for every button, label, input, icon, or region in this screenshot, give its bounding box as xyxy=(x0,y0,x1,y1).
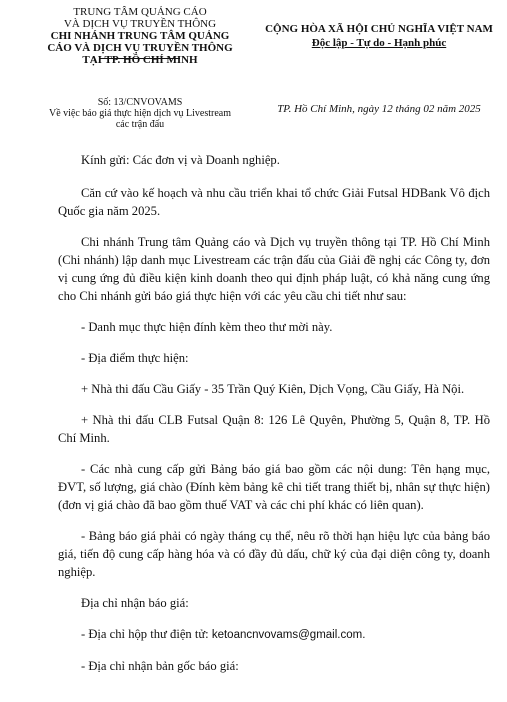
national-motto: Độc lập - Tự do - Hạnh phúc xyxy=(311,37,447,49)
email-line xyxy=(58,625,490,644)
letter-body xyxy=(58,151,490,688)
item-location: - Địa điểm thực hiện: xyxy=(81,351,189,365)
subject-line2: các trận đấu xyxy=(115,119,165,130)
national-header xyxy=(258,22,500,50)
org-name-line1: TRUNG TÂM QUẢNG CÁO xyxy=(73,6,207,18)
item-quote-contents: - Các nhà cung cấp gửi Bảng báo giá bao gồm các nội dung: Tên hạng mục, ĐVT, số lượng, giá chào (Đính kèm bảng kê chi tiết trang thiết bị, nhân sự thực hiện) (đơn vị giá chào đã bao gồm thuế VAT và các chi phí khác có liên quan). xyxy=(58,462,490,512)
item-quote-requirements: - Bảng báo giá phải có ngày tháng cụ thể, nêu rõ thời hạn hiệu lực của bảng báo giá, tiến độ cung cấp hàng hóa và có đầy đủ dấu, chữ ký của đại diện công ty, doanh nghiệp. xyxy=(58,529,490,579)
paragraph-request: Chi nhánh Trung tâm Quảng cáo và Dịch vụ truyền thông tại TP. Hồ Chí Minh (Chi nhánh) lập danh mục Livestream các trận đấu của Giải đề nghị các Công ty, đơn vị cung ứng đủ điều kiện kinh doanh theo qui định pháp luật, có khả năng cung ứng cho Chi nhánh gửi báo giá thực hiện với các yêu cầu chi tiết như sau: xyxy=(58,235,490,303)
original-address-line: - Địa chỉ nhận bản gốc báo giá: xyxy=(81,659,239,673)
document-number: Số: 13/CNVOVAMS xyxy=(97,97,183,108)
date-line: TP. Hồ Chí Minh, ngày 12 tháng 02 năm 2025 xyxy=(277,103,481,115)
subject-line1: Về việc báo giá thực hiện dịch vụ Livestream xyxy=(48,108,232,119)
venue-cau-giay: + Nhà thi đấu Cầu Giấy - 35 Trần Quý Kiên, Dịch Vọng, Cầu Giấy, Hà Nội. xyxy=(81,382,465,396)
branch-name-line1: CHI NHÁNH TRUNG TÂM QUẢNG xyxy=(50,30,230,42)
email-address[interactable]: ketoancnvovams@gmail.com. xyxy=(211,629,366,641)
org-name-line2: VÀ DỊCH VỤ TRUYỀN THÔNG xyxy=(63,18,217,30)
venue-district-8: + Nhà thi đấu CLB Futsal Quận 8: 126 Lê Quyên, Phường 5, Quận 8, TP. Hồ Chí Minh. xyxy=(58,413,490,445)
header-divider xyxy=(100,58,180,59)
organization-header xyxy=(30,6,250,66)
nation-title: CỘNG HÒA XÃ HỘI CHỦ NGHĨA VIỆT NAM xyxy=(265,23,493,35)
branch-name-line3: TẠI TP. HỒ CHÍ MINH xyxy=(82,54,198,66)
paragraph-basis: Căn cứ vào kế hoạch và nhu cầu triển khai tổ chức Giải Futsal HDBank Vô địch Quốc gia năm 2025. xyxy=(58,186,490,218)
item-list: - Danh mục thực hiện đính kèm theo thư mời này. xyxy=(81,320,333,334)
branch-name-line2: CÁO VÀ DỊCH VỤ TRUYỀN THÔNG xyxy=(47,42,233,54)
document-reference xyxy=(30,97,250,130)
greeting: Kính gửi: Các đơn vị và Doanh nghiệp. xyxy=(81,153,280,167)
address-heading: Địa chỉ nhận báo giá: xyxy=(81,596,189,610)
email-label: - Địa chỉ hộp thư điện tử: xyxy=(81,627,212,641)
